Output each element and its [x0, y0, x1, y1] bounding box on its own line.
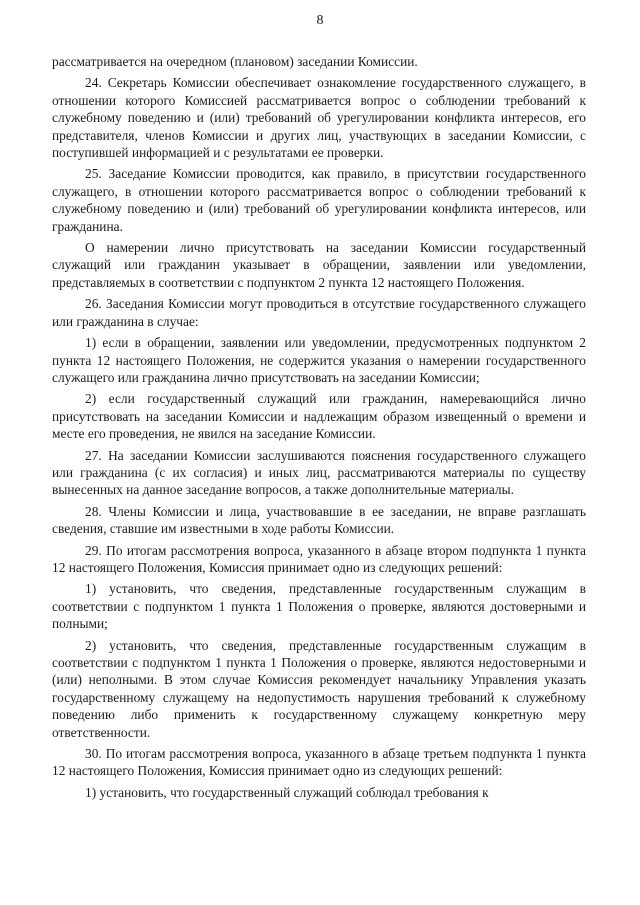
document-body: [52, 53, 586, 805]
paragraph-29-item-1: 1) установить, что сведения, представленные государственным служащим в соответствии с подпунктом 1 пункта 1 Положения о проверке, являются достоверными и полными;: [52, 581, 586, 632]
paragraph-continuation: рассматривается на очередном (плановом) заседании Комиссии.: [52, 54, 418, 69]
paragraph-27: 27. На заседании Комиссии заслушиваются пояснения государственного служащего или гражданина (с их согласия) и иных лиц, рассматриваются материалы по существу вынесенных на данное заседание вопросов, а также дополнительные материалы.: [52, 447, 586, 498]
paragraph-24: 24. Секретарь Комиссии обеспечивает ознакомление государственного служащего, в отношении которого Комиссией рассматривается вопрос о соблюдении требований к служебному поведению и (или) требований об урегулировании конфликта интересов, его представителя, членов Комиссии и других лиц, участвующих в заседании Комиссии, с поступившей информацией и с результатами ее проверки.: [52, 75, 586, 161]
paragraph-25-notice: О намерении лично присутствовать на заседании Комиссии государственный служащий или гражданин указывает в обращении, заявлении или уведомлении, представляемых в соответствии с подпунктом 2 пункта 12 настоящего Положения.: [52, 240, 586, 290]
paragraph-30: 30. По итогам рассмотрения вопроса, указанного в абзаце третьем подпункта 1 пункта 12 настоящего Положения, Комиссия принимает одно из следующих решений:: [52, 746, 586, 779]
paragraph-26: 26. Заседания Комиссии могут проводиться в отсутствие государственного служащего или гражданина в случае:: [52, 296, 586, 329]
page-number: 8: [316, 13, 324, 28]
paragraph-26-item-1: 1) если в обращении, заявлении или уведомлении, предусмотренных подпунктом 2 пункта 12 настоящего Положения, не содержится указания о намерении государственного служащего или гражданина лично присутствовать на заседании Комиссии;: [52, 335, 586, 385]
paragraph-29: 29. По итогам рассмотрения вопроса, указанного в абзаце втором подпункта 1 пункта 12 настоящего Положения, Комиссия принимает одно из следующих решений:: [52, 542, 586, 575]
paragraph-29-item-2: 2) установить, что сведения, представленные государственным служащим в соответствии с подпунктом 1 пункта 1 Положения о проверке, являются недостоверными и (или) неполными. В этом случае Комиссия рекомендует начальнику Управления указать государственному служащему на недопустимость нарушения требований к служебному поведению либо применить к государственному служащему конкретную меру ответственности.: [52, 637, 586, 740]
paragraph-28: 28. Члены Комиссии и лица, участвовавшие в ее заседании, не вправе разглашать сведения, ставшие им известными в ходе работы Комиссии.: [52, 503, 586, 537]
paragraph-25: 25. Заседание Комиссии проводится, как правило, в присутствии государственного служащего, в отношении которого рассматривается вопрос о соблюдении требований к служебному поведению и (или) требований об урегулировании конфликта интересов, или гражданина.: [52, 166, 586, 234]
paragraph-30-item-1: 1) установить, что государственный служащий соблюдал требования к: [85, 784, 489, 800]
paragraph-26-item-2: 2) если государственный служащий или гражданин, намеревающийся лично присутствовать на заседании Комиссии и надлежащим образом извещенный о времени и месте его проведения, не явился на заседание Комиссии.: [52, 391, 586, 442]
